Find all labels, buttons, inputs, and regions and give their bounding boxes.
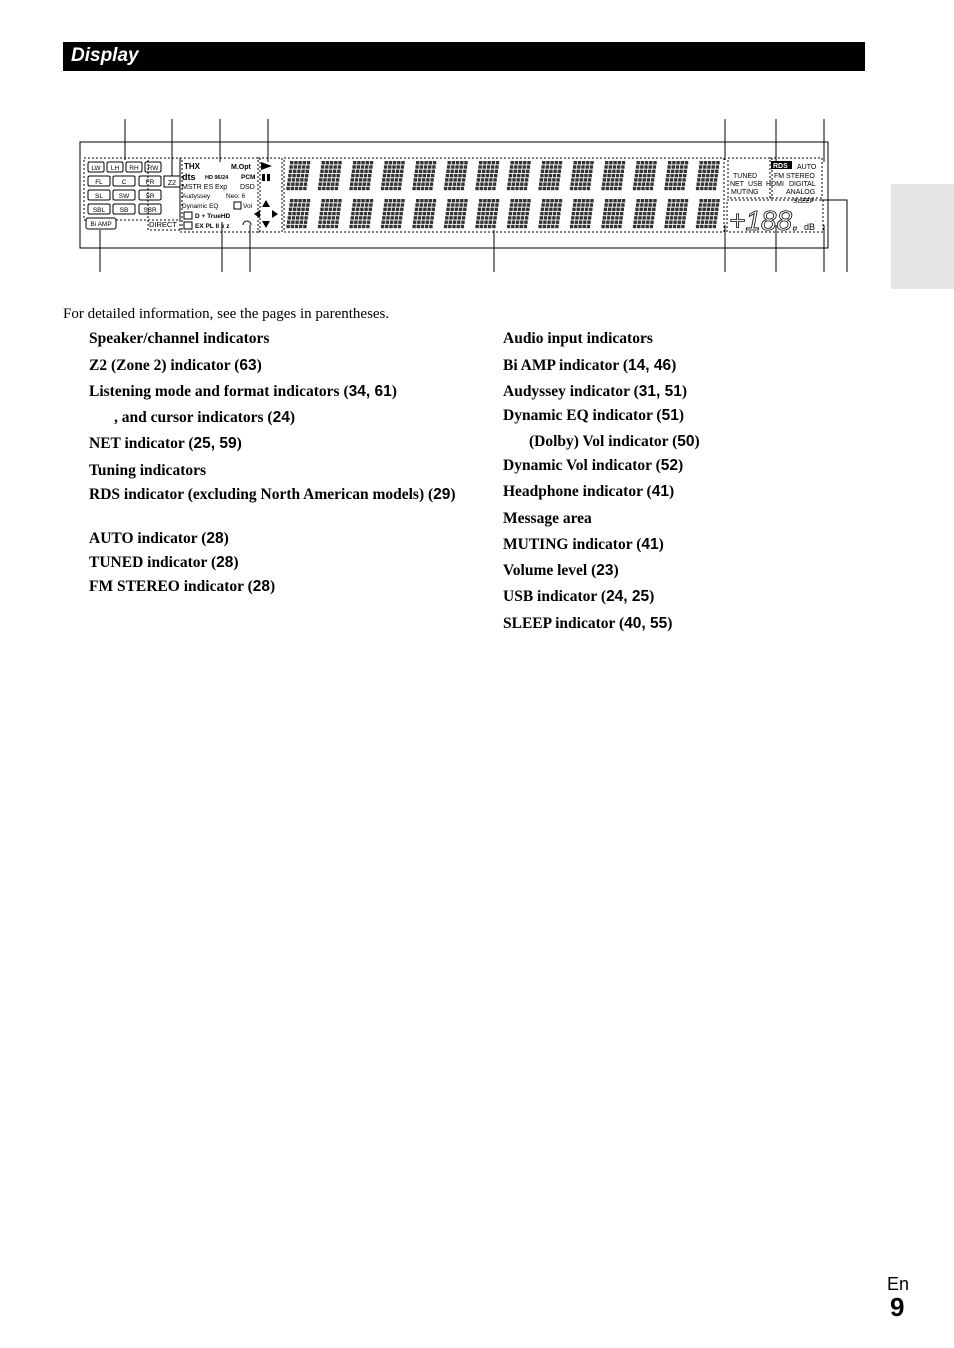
matrix-char xyxy=(601,199,625,228)
muting-indicator: MUTING xyxy=(731,189,759,196)
legend-item-text: TUNED indicator ( xyxy=(89,554,217,571)
legend-item-pages: 52 xyxy=(660,457,678,474)
matrix-char xyxy=(349,199,373,228)
legend-item: USB indicator (24, 25) xyxy=(503,588,655,605)
matrix-char xyxy=(696,161,720,190)
sleep-indicator: SLEEP xyxy=(793,198,814,205)
legend-item-text: SLEEP indicator ( xyxy=(503,615,625,632)
legend-item xyxy=(503,329,653,349)
speaker-label-fr: FR xyxy=(145,179,155,186)
legend-item: Dynamic Vol indicator (52) xyxy=(503,457,684,474)
pcm-indicator: PCM xyxy=(241,174,256,181)
dolby-d-plus-indicator: D + TrueHD xyxy=(195,213,231,220)
legend-item-text: Audyssey indicator ( xyxy=(503,383,639,400)
matrix-char xyxy=(696,199,720,228)
message-area xyxy=(286,161,719,228)
rds-indicator: RDS xyxy=(773,163,788,170)
dts-indicator: dts xyxy=(182,172,196,182)
legend-item-pages: 63 xyxy=(239,357,257,374)
legend-item-text: RDS indicator (excluding North American models) ( xyxy=(89,486,434,503)
mstr-es-indicator: MSTR ES Exp xyxy=(182,184,228,191)
legend-item-pages: 28 xyxy=(252,578,271,595)
legend-item: (Dolby) Vol indicator (50) xyxy=(529,433,700,450)
play-icon xyxy=(261,162,272,170)
legend-item: Headphone indicator (41) xyxy=(503,483,675,500)
speaker-label-sl: SL xyxy=(95,193,103,200)
legend-item-pages: 41 xyxy=(641,536,659,553)
speaker-label-sbl: SBL xyxy=(92,207,106,214)
digital-indicator: DIGITAL xyxy=(789,181,816,188)
matrix-char xyxy=(633,199,657,228)
legend-item-text: Volume level ( xyxy=(503,562,597,579)
legend-item-pages: 34, 61 xyxy=(348,383,392,400)
legend-item-text: Listening mode and format indicators ( xyxy=(89,383,349,400)
direct-indicator: DIRECT xyxy=(149,220,177,229)
audyssey-indicator: Audyssey xyxy=(182,193,211,200)
speaker-label-sr: SR xyxy=(145,193,155,200)
matrix-char xyxy=(381,199,405,228)
legend-item-text: MUTING indicator ( xyxy=(503,536,642,553)
bi-amp-indicator: Bi AMP xyxy=(90,221,112,228)
matrix-char xyxy=(570,199,594,228)
headphone-icon xyxy=(243,221,251,225)
matrix-char xyxy=(664,199,688,228)
legend-item-text: Bi AMP indicator ( xyxy=(503,357,629,374)
legend-item-pages: 25, 59 xyxy=(193,435,237,452)
legend-item-text: Audio input indicators xyxy=(503,330,653,347)
usb-indicator: USB xyxy=(748,181,763,188)
matrix-char xyxy=(412,199,436,228)
legend-item-text: (Dolby) Vol indicator ( xyxy=(529,433,678,450)
matrix-char xyxy=(318,161,342,190)
hd-9624-indicator: HD 96/24 xyxy=(205,175,229,181)
analog-indicator: ANALOG xyxy=(786,189,816,196)
speaker-label-c: C xyxy=(121,179,127,186)
speaker-label-rh: RH xyxy=(129,165,139,172)
matrix-char xyxy=(570,161,594,190)
tuned-indicator: TUNED xyxy=(733,173,758,180)
cursor-right-icon xyxy=(272,210,278,218)
speaker-label-sb: SB xyxy=(119,207,129,214)
dolby-d-icon xyxy=(184,212,192,219)
legend-item: Dynamic EQ indicator (51) xyxy=(503,407,685,424)
matrix-char xyxy=(601,161,625,190)
display-diagram xyxy=(0,0,954,300)
speaker-label-rw: RW xyxy=(147,165,159,172)
legend-item: TUNED indicator (28) xyxy=(89,554,239,571)
auto-indicator: AUTO xyxy=(797,164,817,171)
net-indicator: NET xyxy=(730,181,744,188)
legend-item xyxy=(503,509,592,529)
speaker-label-fl: FL xyxy=(95,179,103,186)
matrix-char xyxy=(507,199,531,228)
matrix-char xyxy=(286,161,310,190)
legend-item-text: NET indicator ( xyxy=(89,435,194,452)
legend-item-text: AUTO indicator ( xyxy=(89,530,207,547)
legend-item-pages: 41 xyxy=(651,483,669,500)
legend-item-text: Dynamic Vol indicator ( xyxy=(503,457,661,474)
page-number: 9 xyxy=(890,1292,905,1322)
dsd-indicator: DSD xyxy=(240,184,255,191)
dolby-ex-icon xyxy=(184,222,192,229)
dolby-vol-indicator: Vol xyxy=(243,203,253,210)
right-indicators xyxy=(727,158,823,236)
matrix-char xyxy=(349,161,373,190)
legend-item: Bi AMP indicator (14, 46) xyxy=(503,357,677,374)
legend-item: , and cursor indicators (24) xyxy=(114,409,296,426)
z2-indicator: Z2 xyxy=(167,180,177,187)
m-opt-indicator: M.Opt xyxy=(231,164,251,171)
legend-item-pages: 24, 25 xyxy=(606,588,650,605)
matrix-char xyxy=(475,199,499,228)
matrix-char xyxy=(381,161,405,190)
legend-item-pages: 40, 55 xyxy=(624,615,668,632)
legend-item-text: USB indicator ( xyxy=(503,588,607,605)
legend-item-text: Message area xyxy=(503,510,592,527)
matrix-char xyxy=(538,161,562,190)
legend-item-text: Z2 (Zone 2) indicator ( xyxy=(89,357,240,374)
legend-item: SLEEP indicator (40, 55) xyxy=(503,615,673,632)
legend-item-pages: 24 xyxy=(272,409,290,426)
matrix-char xyxy=(664,161,688,190)
neo6-indicator: Neo: 6 xyxy=(226,193,246,200)
format-indicators xyxy=(182,162,255,230)
matrix-char xyxy=(507,161,531,190)
cursor-left-icon xyxy=(254,210,260,218)
matrix-char xyxy=(286,199,310,228)
legend-item: Z2 (Zone 2) indicator (63) xyxy=(89,357,262,374)
matrix-char xyxy=(444,199,468,228)
legend-item: NET indicator (25, 59) xyxy=(89,435,242,452)
legend-item-pages: 29 xyxy=(433,486,451,503)
cursor-up-icon xyxy=(262,200,270,207)
legend-item: AUTO indicator (28) xyxy=(89,530,229,547)
legend-item xyxy=(89,329,269,349)
legend-item-text: FM STEREO indicator ( xyxy=(89,578,253,595)
speaker-label-lw: LW xyxy=(91,165,101,172)
legend-item: RDS indicator (excluding North American models) (29) xyxy=(89,486,456,503)
hdmi-indicator: HDMI xyxy=(766,181,784,188)
pause-icon xyxy=(262,174,265,181)
speaker-label-lh: LH xyxy=(110,165,120,172)
legend-item-pages: 23 xyxy=(596,562,614,579)
volume-level-display: +188. xyxy=(729,205,800,236)
dolby-icon xyxy=(234,202,241,209)
matrix-char xyxy=(538,199,562,228)
legend-item-pages: 31, 51 xyxy=(638,383,682,400)
legend-item-pages: 50 xyxy=(677,433,695,450)
legend-item-text: , and cursor indicators ( xyxy=(114,409,273,426)
speaker-indicators xyxy=(88,162,161,214)
db-indicator: dB xyxy=(804,222,816,232)
speaker-label-sw: SW xyxy=(118,193,130,200)
thx-indicator: THX xyxy=(184,162,200,171)
cursor-down-icon xyxy=(262,221,270,228)
legend-item: Listening mode and format indicators (34, 61) xyxy=(89,383,397,400)
matrix-char xyxy=(633,161,657,190)
legend-item-pages: 28 xyxy=(206,530,224,547)
legend-item-text: Dynamic EQ indicator ( xyxy=(503,407,662,424)
speaker-label-sbr: SBR xyxy=(143,207,157,214)
ex-pl-indicator: EX PL II x z xyxy=(195,223,230,230)
matrix-char xyxy=(412,161,436,190)
legend-item-text: Headphone indicator ( xyxy=(503,483,652,500)
legend-item-text: Tuning indicators xyxy=(89,462,207,479)
legend-item: Audyssey indicator (31, 51) xyxy=(503,383,688,400)
legend-item: MUTING indicator (41) xyxy=(503,536,664,553)
legend-item-pages: 28 xyxy=(216,554,234,571)
matrix-char xyxy=(318,199,342,228)
legend-item xyxy=(89,461,206,481)
intro-text: For detailed information, see the pages in parentheses. xyxy=(63,306,390,322)
dynamic-eq-indicator: Dynamic EQ xyxy=(182,203,219,210)
matrix-char xyxy=(475,161,499,190)
legend-item-text: Speaker/channel indicators xyxy=(89,330,270,347)
legend-item: FM STEREO indicator (28) xyxy=(89,578,276,595)
section-title: Display xyxy=(71,45,139,66)
language-label: En xyxy=(887,1274,910,1294)
matrix-char xyxy=(444,161,468,190)
legend-item-pages: 14, 46 xyxy=(628,357,672,374)
legend-item: Volume level (23) xyxy=(503,562,619,579)
fm-stereo-indicator: FM STEREO xyxy=(774,173,815,180)
legend-item-pages: 51 xyxy=(661,407,679,424)
